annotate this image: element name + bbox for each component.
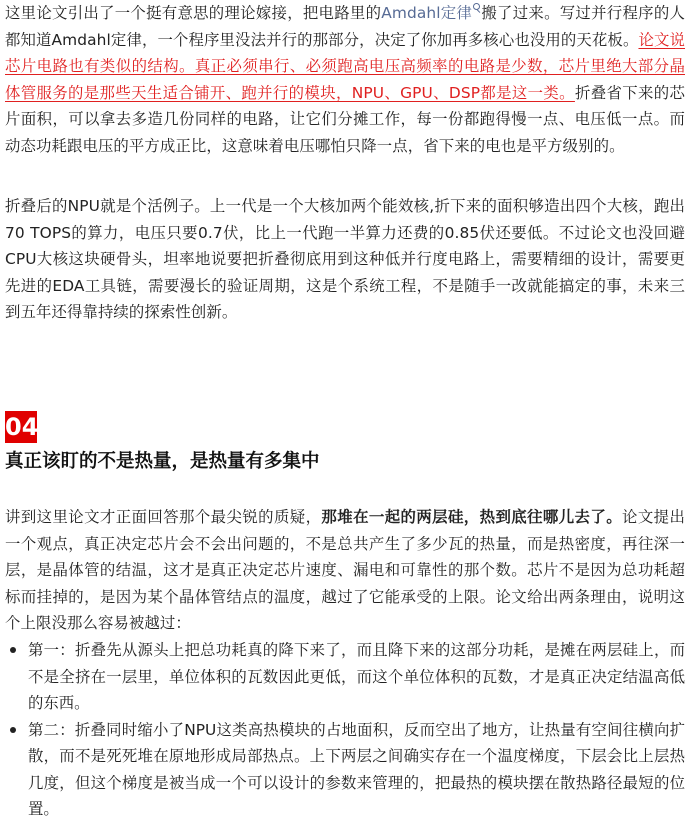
paragraph-text: 这里论文引出了一个挺有意思的理论嫁接，把电路里的 xyxy=(5,4,382,22)
bullet-icon xyxy=(10,727,16,733)
list-item xyxy=(5,717,685,823)
list-item-text: 第一：折叠先从源头上把总功耗真的降下来了，而且降下来的这部分功耗，是摊在两层硅上，而不是全挤在一层里，单位体积的瓦数因此更低，而这个单位体积的瓦数，才是真正决定结温高低的东西。 xyxy=(28,641,685,712)
paragraph-text: 讲到这里论文才正面回答那个最尖锐的质疑， xyxy=(5,508,322,526)
paragraph-npu: 折叠后的NPU就是个活例子。上一代是一个大核加两个能效核,折下来的面积够造出四个大核，跑出70 TOPS的算力，电压只要0.7伏，比上一代跑一半算力还费的0.85伏还要低。不过论文也没回避CPU大核这块硬骨头，坦率地说要把折叠彻底用到这种低并行度电路上，需要精细的设计，需要更先进的EDA工具链，需要漫长的验证周期，这是个系统工程，不是随手一改就能搞定的事，未来三到五年还得靠持续的探索性创新。 xyxy=(5,197,685,321)
paragraph-text: 搬了过来。写过并行程序的人都知道Amdahl定律，一个程序里没法并行的那部分，决定了你加再多核心也没用的天花板。 xyxy=(5,4,685,49)
list-item xyxy=(5,637,685,717)
paragraph-heat xyxy=(5,504,685,637)
paragraph-text: 论文提出一个观点，真正决定芯片会不会出问题的，不是总共产生了多少瓦的热量，而是热密度，再往深一层，是晶体管的结温，这才是真正决定芯片速度、漏电和可靠性的那个数。芯片不是因为总功耗超标而挂掉的，是因为某个晶体管结点的温度，越过了它能承受的上限。论文给出两条理由，说明这个上限没那么容易被越过： xyxy=(5,508,685,632)
highlighted-text: 论文说芯片电路也有类似的结构。真正必须串行、必须跑高电压高频率的电路是少数，芯片里绝大部分晶体管服务的是那些天生适合铺开、跑并行的模块，NPU、GPU、DSP都是这一类。 xyxy=(5,30,685,102)
list-item-text: 第二：折叠同时缩小了NPU这类高热模块的占地面积，反而空出了地方，让热量有空间往横向扩散，而不是死死堆在原地形成局部热点。上下两层之间确实存在一个温度梯度，下层会比上层热几度，但这个梯度是被当成一个可以设计的参数来管理的，把最热的模块摆在散热路径最短的位置。 xyxy=(28,720,685,818)
amdahl-link[interactable]: Amdahl定律 xyxy=(381,4,473,22)
section-title: 真正该盯的不是热量，是热量有多集中 xyxy=(5,451,320,472)
bold-text: 那堆在一起的两层硅，热到底往哪儿去了。 xyxy=(321,508,623,526)
paragraph-amdahl xyxy=(5,0,685,159)
reason-list xyxy=(5,637,685,823)
paragraph-text: 折叠省下来的芯片面积，可以拿去多造几份同样的电路，让它们分摊工作，每一份都跑得慢一点、电压低一点。而动态功耗跟电压的平方成正比，这意味着电压哪怕只降一点，省下来的电也是平方级别的。 xyxy=(5,83,685,155)
search-icon[interactable] xyxy=(472,3,481,14)
bullet-icon xyxy=(10,647,16,653)
section-number-badge: 04 xyxy=(5,413,39,441)
